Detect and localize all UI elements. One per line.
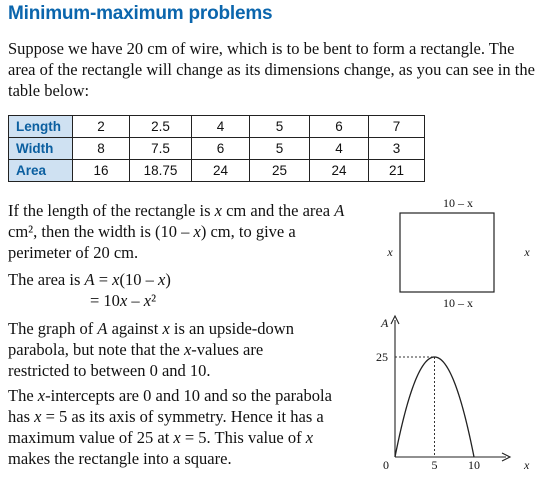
rect-right-label: x xyxy=(524,245,530,259)
paragraph-area-formula: The area is A = x(10 – x) = 10x – x² xyxy=(8,269,358,311)
row-header-length: Length xyxy=(9,116,73,138)
row-header-width: Width xyxy=(9,138,73,160)
x-tick-label-10: 10 xyxy=(468,458,480,472)
table-cell: 3 xyxy=(369,138,425,160)
rect-left-label: x xyxy=(387,245,393,259)
table-cell: 8 xyxy=(73,138,130,160)
table-cell: 2.5 xyxy=(130,116,192,138)
section-heading: Minimum-maximum problems xyxy=(8,3,273,24)
table-cell: 7.5 xyxy=(130,138,192,160)
y-axis-label: A xyxy=(381,316,389,330)
table-cell: 18.75 xyxy=(130,160,192,182)
table-cell: 7 xyxy=(369,116,425,138)
table-cell: 4 xyxy=(192,116,250,138)
row-header-area: Area xyxy=(9,160,73,182)
table-cell: 21 xyxy=(369,160,425,182)
table-cell: 2 xyxy=(73,116,130,138)
rectangle-shape xyxy=(400,213,494,292)
table-cell: 4 xyxy=(310,138,369,160)
parabola-graph xyxy=(376,316,530,472)
table-cell: 16 xyxy=(73,160,130,182)
table-cell: 6 xyxy=(310,116,369,138)
x-axis-label: x xyxy=(524,458,530,472)
origin-label: 0 xyxy=(383,458,389,472)
intro-paragraph: Suppose we have 20 cm of wire, which is to be bent to form a rectangle. The area of the rectangle will change as its dimensions change, as you can see in the table below: xyxy=(8,39,535,100)
rectangle-diagram xyxy=(386,196,530,310)
y-tick-label-25: 25 xyxy=(376,350,388,364)
paragraph-dimensions: If the length of the rectangle is x cm and the area A cm², then the width is (10 – x) cm, to give a perimeter of 20 cm. xyxy=(8,201,345,262)
table-cell: 6 xyxy=(192,138,250,160)
table-cell: 5 xyxy=(250,116,310,138)
rect-top-label: 10 – x xyxy=(443,196,473,210)
table-cell: 25 xyxy=(250,160,310,182)
paragraph-intercepts: The x-intercepts are 0 and 10 and so the parabola has x = 5 as its axis of symmetry. Hence it has a maximum value of 25 at x = 5. This value of x makes the rectangle into a square. xyxy=(8,386,332,468)
table-cell: 5 xyxy=(250,138,310,160)
rect-bottom-label: 10 – x xyxy=(443,296,473,310)
x-tick-label-5: 5 xyxy=(431,458,438,472)
area-formula-line-2: = 10x – x² xyxy=(90,291,157,310)
table-cell: 24 xyxy=(310,160,369,182)
paragraph-graph-description: The graph of A against x is an upside-down parabola, but note that the x-values are restricted to between 0 and 10. xyxy=(8,319,294,380)
table-cell: 24 xyxy=(192,160,250,182)
